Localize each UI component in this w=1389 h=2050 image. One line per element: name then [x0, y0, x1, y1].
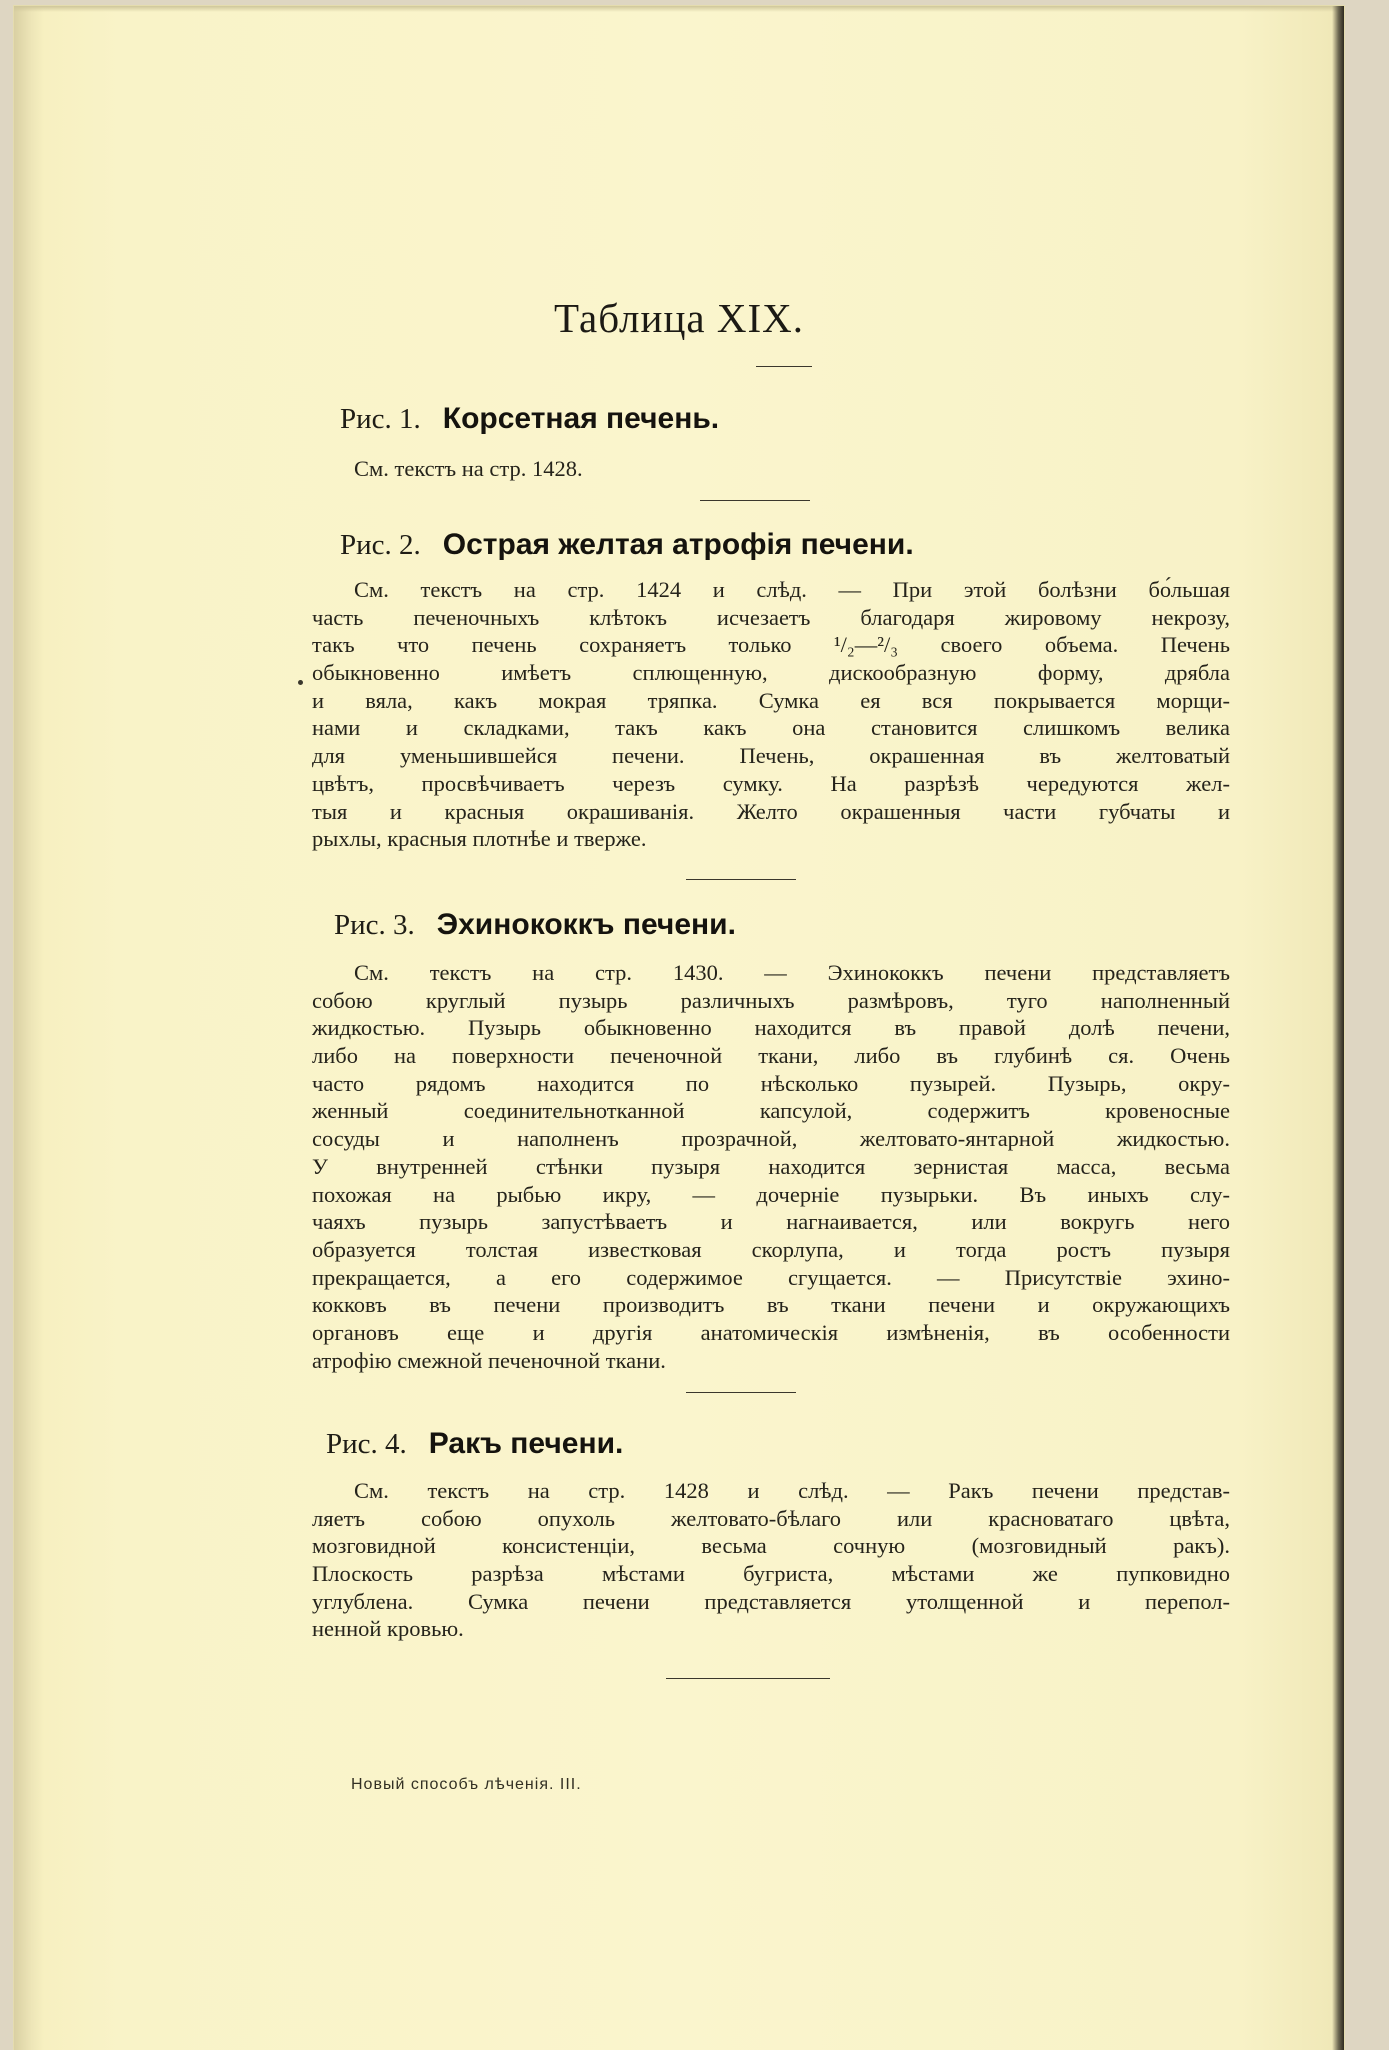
- figure-2-line: и вяла, какъ мокрая тряпка. Сумка ея вся покрывается морщи-: [312, 687, 1230, 713]
- figure-2-heading: [340, 528, 914, 562]
- figure-3-line: См. текстъ на стр. 1430. — Эхинококкъ печени представляетъ: [354, 960, 1230, 985]
- figure-4-line: ненной кровью.: [312, 1616, 464, 1642]
- figure-4-number: Рис. 4.: [326, 1428, 407, 1460]
- figure-4-heading: [326, 1427, 623, 1461]
- figure-3-line: либо на поверхности печеночной ткани, либо въ глубинѣ ся. Очень: [312, 1043, 1230, 1069]
- page-top-edge: [14, 6, 1344, 12]
- page-title: Таблица XIX.: [554, 295, 804, 341]
- figure-3-line: образуется толстая известковая скорлупа, и тогда ростъ пузыря: [312, 1236, 1230, 1262]
- figure-2-title: Острая желтая атрофія печени.: [442, 528, 914, 561]
- figure-3-number: Рис. 3.: [334, 909, 415, 941]
- figure-4-title: Ракъ печени.: [428, 1427, 624, 1460]
- figure-3-text: [312, 959, 1230, 1374]
- figure-3-divider: [686, 1392, 796, 1393]
- figure-3-line: часто рядомъ находится по нѣсколько пузырей. Пузырь, окру-: [312, 1070, 1230, 1096]
- figure-3-line: жидкостью. Пузырь обыкновенно находится въ правой долѣ печени,: [312, 1015, 1230, 1041]
- figure-2-line: цвѣтъ, просвѣчиваетъ черезъ сумку. На разрѣзѣ чередуются жел-: [312, 770, 1230, 796]
- end-divider: [666, 1678, 830, 1679]
- figure-4-line: ляетъ собою опухоль желтовато-бѣлаго или красноватаго цвѣта,: [312, 1505, 1230, 1531]
- figure-4-line: Плоскость разрѣза мѣстами бугриста, мѣстами же пупковидно: [312, 1561, 1230, 1587]
- figure-2-text: [312, 576, 1230, 853]
- margin-mark: [298, 680, 303, 685]
- figure-2-line: такъ что печень сохраняетъ только ¹/₂—²/₃ своего объема. Печень: [312, 632, 1230, 658]
- figure-2-line: обыкновенно имѣетъ сплющенную, дискообразную форму, дрябла: [312, 660, 1230, 686]
- figure-3-line: кокковъ въ печени производитъ въ ткани печени и окружающихъ: [312, 1292, 1230, 1318]
- figure-2-line: для уменьшившейся печени. Печень, окрашенная въ желтоватый: [312, 743, 1230, 769]
- figure-2-line: нами и складками, такъ какъ она становится слишкомъ велика: [312, 715, 1230, 741]
- figure-3-line: женный соединительнотканной капсулой, содержитъ кровеносные: [312, 1098, 1230, 1124]
- figure-3-line: сосуды и наполненъ прозрачной, желтовато-янтарной жидкостью.: [312, 1126, 1230, 1152]
- figure-3-line: органовъ еще и другія анатомическія измѣненія, въ особенности: [312, 1319, 1230, 1345]
- figure-2-line: рыхлы, красныя плотнѣе и тверже.: [312, 826, 647, 852]
- figure-4-line: углублена. Сумка печени представляется утолщенной и перепол-: [312, 1588, 1230, 1614]
- title-divider: [756, 366, 812, 367]
- figure-2-number: Рис. 2.: [340, 529, 421, 561]
- figure-1-text: См. текстъ на стр. 1428.: [354, 456, 583, 481]
- page-sheet: [14, 6, 1344, 2050]
- figure-4-line: мозговидной консистенціи, весьма сочную (мозговидный ракъ).: [312, 1533, 1230, 1559]
- figure-4-text: [312, 1477, 1230, 1643]
- figure-3-line: чаяхъ пузырь запустѣваетъ и нагнаивается, или вокругь него: [312, 1209, 1230, 1235]
- figure-2-divider: [686, 879, 796, 880]
- figure-1-title: Корсетная печень.: [442, 402, 720, 435]
- figure-1-divider: [700, 500, 810, 501]
- figure-3-line: У внутренней стѣнки пузыря находится зернистая масса, весьма: [312, 1153, 1230, 1179]
- figure-3-line: прекращается, а его содержимое сгущается. — Присутствіе эхино-: [312, 1264, 1230, 1290]
- figure-1-heading: [340, 402, 719, 436]
- figure-3-line: атрофію смежной печеночной ткани.: [312, 1347, 666, 1373]
- figure-3-heading: [334, 908, 736, 942]
- figure-3-line: собою круглый пузырь различныхъ размѣровъ, туго наполненный: [312, 987, 1230, 1013]
- figure-1-number: Рис. 1.: [340, 403, 421, 435]
- figure-2-line: тыя и красныя окрашиванія. Желто окрашенныя части губчаты и: [312, 798, 1230, 824]
- page-footer: Новый способъ лѣченія. III.: [351, 1776, 582, 1793]
- figure-2-line: См. текстъ на стр. 1424 и слѣд. — При этой болѣзни бо́льшая: [354, 577, 1230, 602]
- figure-3-line: похожая на рыбью икру, — дочерніе пузырьки. Въ иныхъ слу-: [312, 1181, 1230, 1207]
- figure-4-line: См. текстъ на стр. 1428 и слѣд. — Ракъ печени представ-: [354, 1478, 1230, 1503]
- figure-3-title: Эхинококкъ печени.: [436, 908, 736, 941]
- figure-2-line: часть печеночныхъ клѣтокъ исчезаетъ благодаря жировому некрозу,: [312, 604, 1230, 630]
